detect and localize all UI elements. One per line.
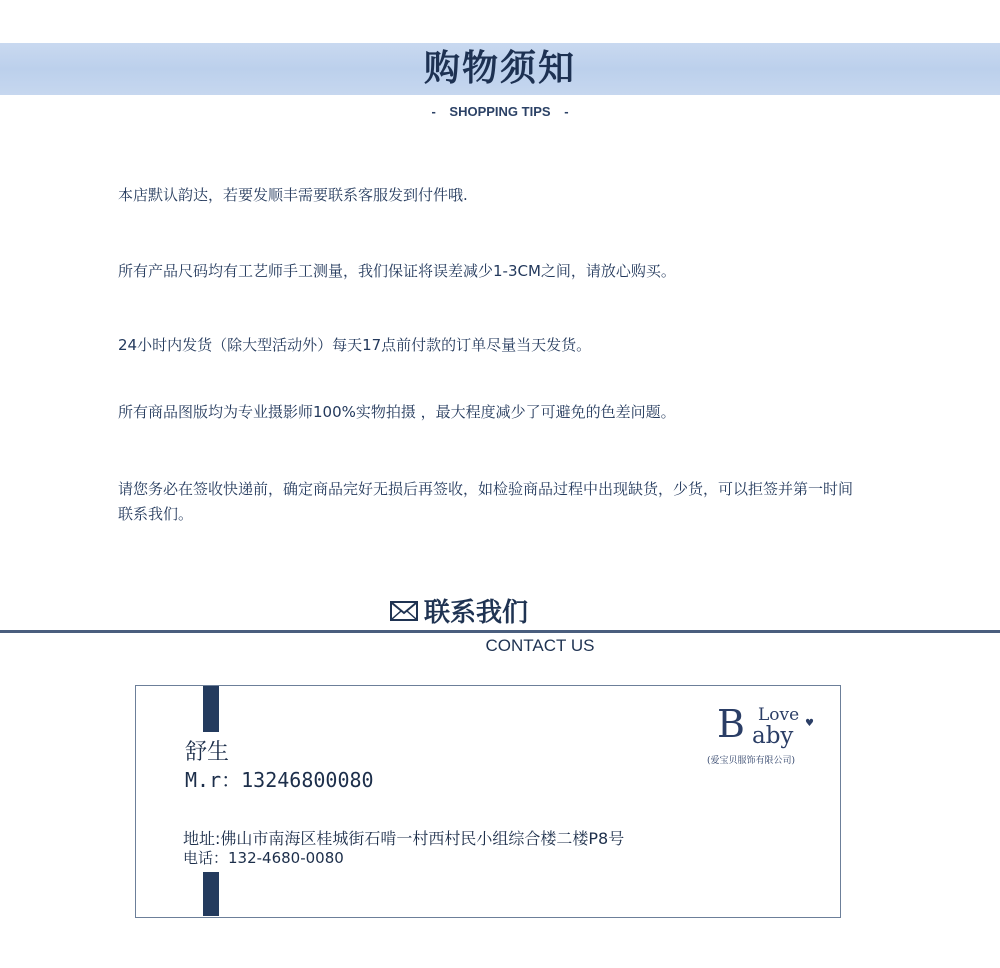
heart-icon: ♥ (805, 718, 814, 729)
contact-subtitle: CONTACT US (485, 636, 595, 655)
contact-divider (0, 630, 1000, 633)
contact-mobile: M.r：13246800080 (185, 768, 374, 792)
subtitle-dash-left: - (431, 104, 436, 119)
card-accent-bar-bottom (203, 872, 219, 916)
logo-aby: aby (752, 723, 794, 749)
subtitle-text: SHOPPING TIPS (449, 104, 551, 119)
tip-4: 所有商品图版均为专业摄影师100%实物拍摄 ，最大程度减少了可避免的色差问题。 (118, 403, 676, 421)
logo-letter-b: B (717, 702, 745, 746)
tip-3: 24小时内发货（除大型活动外）每天17点前付款的订单尽量当天发货。 (118, 336, 592, 354)
contact-address: 地址:佛山市南海区桂城街石啃一村西村民小组综合楼二楼P8号 (183, 829, 625, 848)
tip-1: 本店默认韵达，若要发顺丰需要联系客服发到付件哦. (118, 186, 468, 204)
contact-phone: 电话：132-4680-0080 (183, 849, 344, 867)
contact-name: 舒生 (185, 740, 230, 765)
subtitle-dash-right: - (564, 104, 569, 119)
logo-love: Love (758, 705, 800, 725)
contact-title (390, 596, 528, 630)
card-accent-bar-top (203, 686, 219, 732)
page-subtitle (0, 104, 1000, 119)
envelope-icon (390, 601, 418, 621)
page-title: 购物须知 (423, 48, 576, 89)
tip-2: 所有产品尺码均有工艺师手工测量，我们保证将误差减少1-3CM之间，请放心购买。 (118, 262, 676, 280)
logo-company-name: (爱宝贝服饰有限公司) (707, 756, 796, 766)
brand-logo (705, 700, 825, 770)
contact-title-text: 联系我们 (424, 598, 529, 628)
tip-5: 请您务必在签收快递前，确定商品完好无损后再签收，如检验商品过程中出现缺货，少货，可以拒签并第一时间联系我们。 (118, 480, 854, 523)
